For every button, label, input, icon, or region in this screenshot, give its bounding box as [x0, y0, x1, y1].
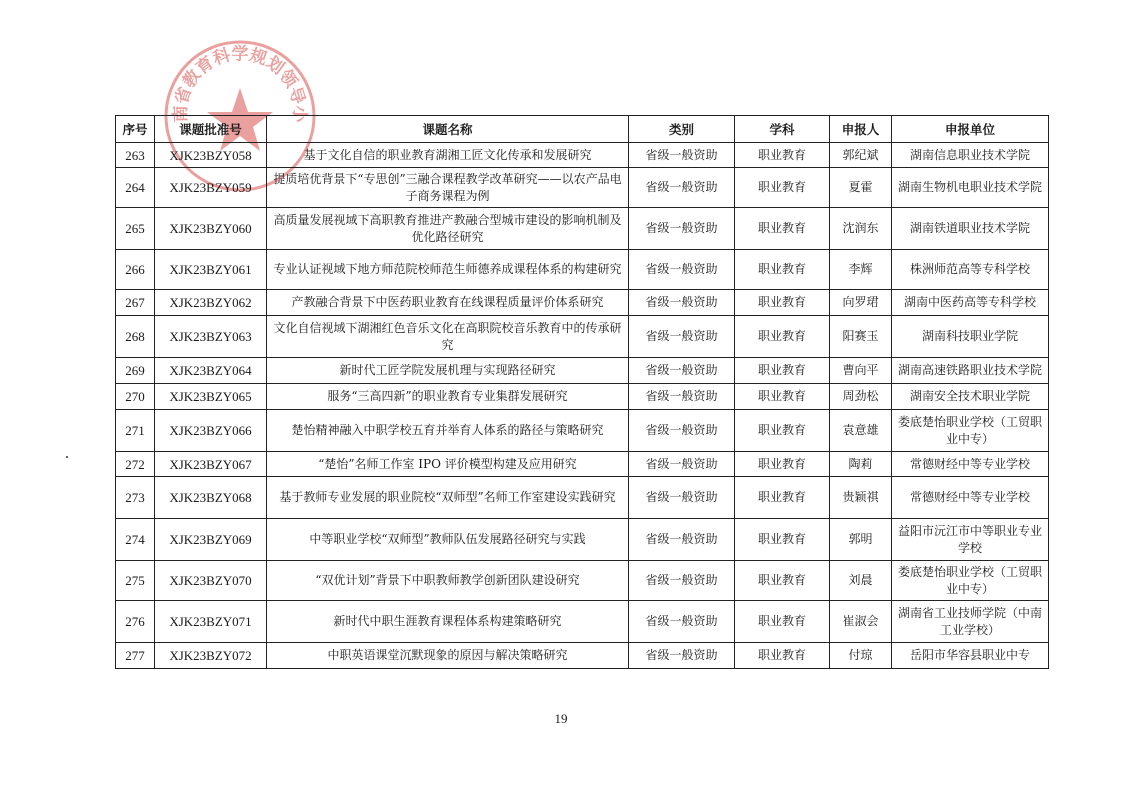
- cell-title: 专业认证视域下地方师范院校师范生师德养成课程体系的构建研究: [267, 250, 629, 290]
- cell-subject: 职业教育: [735, 290, 830, 316]
- table-row: [116, 410, 1049, 452]
- header-unit: 申报单位: [892, 116, 1049, 143]
- cell-subject: 职业教育: [735, 477, 830, 519]
- cell-code: XJK23BZY062: [155, 290, 267, 316]
- cell-applicant: 刘晨: [830, 561, 892, 601]
- cell-title: 服务“三高四新”的职业教育专业集群发展研究: [267, 384, 629, 410]
- cell-title: 楚怡精神融入中职学校五育并举育人体系的路径与策略研究: [267, 410, 629, 452]
- cell-unit: 娄底楚怡职业学校（工贸职业中专）: [892, 410, 1049, 452]
- cell-title: 中等职业学校“双师型”教师队伍发展路径研究与实践: [267, 519, 629, 561]
- cell-no: 268: [116, 316, 155, 358]
- cell-unit: 湖南生物机电职业技术学院: [892, 168, 1049, 208]
- cell-category: 省级一般资助: [629, 452, 735, 477]
- table-row: [116, 168, 1049, 208]
- cell-code: XJK23BZY058: [155, 143, 267, 168]
- cell-category: 省级一般资助: [629, 477, 735, 519]
- page-number: 19: [554, 711, 568, 726]
- svg-text:湖南省教育科学规划领导小组: [152, 20, 311, 124]
- header-title: 课题名称: [267, 116, 629, 143]
- cell-unit: 湖南中医药高等专科学校: [892, 290, 1049, 316]
- cell-code: XJK23BZY069: [155, 519, 267, 561]
- cell-no: 269: [116, 358, 155, 384]
- cell-no: 275: [116, 561, 155, 601]
- cell-applicant: 郭纪斌: [830, 143, 892, 168]
- cell-code: XJK23BZY065: [155, 384, 267, 410]
- project-table: [115, 115, 1049, 669]
- cell-category: 省级一般资助: [629, 208, 735, 250]
- cell-unit: 常德财经中等专业学校: [892, 477, 1049, 519]
- cell-no: 277: [116, 643, 155, 669]
- cell-title: 文化自信视域下湖湘红色音乐文化在高职院校音乐教育中的传承研究: [267, 316, 629, 358]
- cell-no: 264: [116, 168, 155, 208]
- cell-applicant: 郭明: [830, 519, 892, 561]
- header-no: 序号: [116, 116, 155, 143]
- cell-category: 省级一般资助: [629, 601, 735, 643]
- cell-no: 273: [116, 477, 155, 519]
- cell-subject: 职业教育: [735, 208, 830, 250]
- cell-code: XJK23BZY064: [155, 358, 267, 384]
- cell-category: 省级一般资助: [629, 290, 735, 316]
- cell-category: 省级一般资助: [629, 519, 735, 561]
- cell-no: 267: [116, 290, 155, 316]
- cell-subject: 职业教育: [735, 358, 830, 384]
- table-row: [116, 358, 1049, 384]
- cell-code: XJK23BZY066: [155, 410, 267, 452]
- seal-text: 湖南省教育科学规划领导小组: [151, 21, 310, 123]
- header-category: 类别: [629, 116, 735, 143]
- cell-no: 274: [116, 519, 155, 561]
- table-row: [116, 519, 1049, 561]
- cell-applicant: 阳赛玉: [830, 316, 892, 358]
- table-row: [116, 208, 1049, 250]
- cell-category: 省级一般资助: [629, 384, 735, 410]
- cell-code: XJK23BZY071: [155, 601, 267, 643]
- cell-unit: 湖南科技职业学院: [892, 316, 1049, 358]
- cell-subject: 职业教育: [735, 410, 830, 452]
- table-row: [116, 384, 1049, 410]
- cell-unit: 益阳市沅江市中等职业专业学校: [892, 519, 1049, 561]
- table-row: [116, 643, 1049, 669]
- table-row: [116, 601, 1049, 643]
- cell-category: 省级一般资助: [629, 561, 735, 601]
- cell-subject: 职业教育: [735, 384, 830, 410]
- cell-title: “双优计划”背景下中职教师教学创新团队建设研究: [267, 561, 629, 601]
- cell-title: 高质量发展视域下高职教育推进产教融合型城市建设的影响机制及优化路径研究: [267, 208, 629, 250]
- cell-subject: 职业教育: [735, 561, 830, 601]
- cell-title: 提质培优背景下“专思创”三融合课程教学改革研究——以农产品电子商务课程为例: [267, 168, 629, 208]
- table-row: [116, 452, 1049, 477]
- cell-applicant: 曹向平: [830, 358, 892, 384]
- cell-title: 基于教师专业发展的职业院校“双师型”名师工作室建设实践研究: [267, 477, 629, 519]
- cell-applicant: 周劲松: [830, 384, 892, 410]
- cell-subject: 职业教育: [735, 452, 830, 477]
- cell-title: 新时代工匠学院发展机理与实现路径研究: [267, 358, 629, 384]
- cell-title: 产教融合背景下中医药职业教育在线课程质量评价体系研究: [267, 290, 629, 316]
- header-applicant: 申报人: [830, 116, 892, 143]
- cell-unit: 湖南信息职业技术学院: [892, 143, 1049, 168]
- header-subject: 学科: [735, 116, 830, 143]
- cell-category: 省级一般资助: [629, 250, 735, 290]
- table-row: [116, 290, 1049, 316]
- cell-title: 基于文化自信的职业教育湖湘工匠文化传承和发展研究: [267, 143, 629, 168]
- cell-category: 省级一般资助: [629, 143, 735, 168]
- cell-subject: 职业教育: [735, 601, 830, 643]
- cell-unit: 株洲师范高等专科学校: [892, 250, 1049, 290]
- cell-code: XJK23BZY061: [155, 250, 267, 290]
- cell-applicant: 陶莉: [830, 452, 892, 477]
- cell-no: 263: [116, 143, 155, 168]
- cell-no: 266: [116, 250, 155, 290]
- cell-subject: 职业教育: [735, 519, 830, 561]
- cell-no: 265: [116, 208, 155, 250]
- cell-code: XJK23BZY068: [155, 477, 267, 519]
- cell-title: “楚怡”名师工作室 IPO 评价模型构建及应用研究: [267, 452, 629, 477]
- cell-category: 省级一般资助: [629, 316, 735, 358]
- cell-no: 270: [116, 384, 155, 410]
- cell-unit: 湖南铁道职业技术学院: [892, 208, 1049, 250]
- table-row: [116, 477, 1049, 519]
- cell-code: XJK23BZY060: [155, 208, 267, 250]
- cell-applicant: 夏霍: [830, 168, 892, 208]
- table-row: [116, 250, 1049, 290]
- scan-speck: [66, 456, 68, 458]
- table-row: [116, 143, 1049, 168]
- cell-code: XJK23BZY063: [155, 316, 267, 358]
- cell-subject: 职业教育: [735, 168, 830, 208]
- cell-unit: 湖南高速铁路职业技术学院: [892, 358, 1049, 384]
- cell-applicant: 李辉: [830, 250, 892, 290]
- cell-applicant: 向罗珺: [830, 290, 892, 316]
- table-row: [116, 561, 1049, 601]
- cell-unit: 娄底楚怡职业学校（工贸职业中专）: [892, 561, 1049, 601]
- cell-subject: 职业教育: [735, 143, 830, 168]
- cell-category: 省级一般资助: [629, 643, 735, 669]
- table-row: [116, 316, 1049, 358]
- cell-no: 276: [116, 601, 155, 643]
- cell-applicant: 袁意雄: [830, 410, 892, 452]
- cell-applicant: 贵颖祺: [830, 477, 892, 519]
- cell-category: 省级一般资助: [629, 410, 735, 452]
- header-code: 课题批准号: [155, 116, 267, 143]
- cell-code: XJK23BZY072: [155, 643, 267, 669]
- cell-title: 中职英语课堂沉默现象的原因与解决策略研究: [267, 643, 629, 669]
- cell-unit: 岳阳市华容县职业中专: [892, 643, 1049, 669]
- cell-unit: 湖南省工业技师学院（中南工业学校）: [892, 601, 1049, 643]
- cell-no: 272: [116, 452, 155, 477]
- cell-unit: 常德财经中等专业学校: [892, 452, 1049, 477]
- cell-subject: 职业教育: [735, 250, 830, 290]
- cell-category: 省级一般资助: [629, 358, 735, 384]
- cell-code: XJK23BZY059: [155, 168, 267, 208]
- cell-category: 省级一般资助: [629, 168, 735, 208]
- cell-applicant: 付琼: [830, 643, 892, 669]
- cell-title: 新时代中职生涯教育课程体系构建策略研究: [267, 601, 629, 643]
- cell-subject: 职业教育: [735, 643, 830, 669]
- cell-code: XJK23BZY067: [155, 452, 267, 477]
- cell-code: XJK23BZY070: [155, 561, 267, 601]
- cell-applicant: 崔淑会: [830, 601, 892, 643]
- cell-no: 271: [116, 410, 155, 452]
- cell-applicant: 沈润东: [830, 208, 892, 250]
- table-header-row: [116, 116, 1049, 143]
- cell-subject: 职业教育: [735, 316, 830, 358]
- cell-unit: 湖南安全技术职业学院: [892, 384, 1049, 410]
